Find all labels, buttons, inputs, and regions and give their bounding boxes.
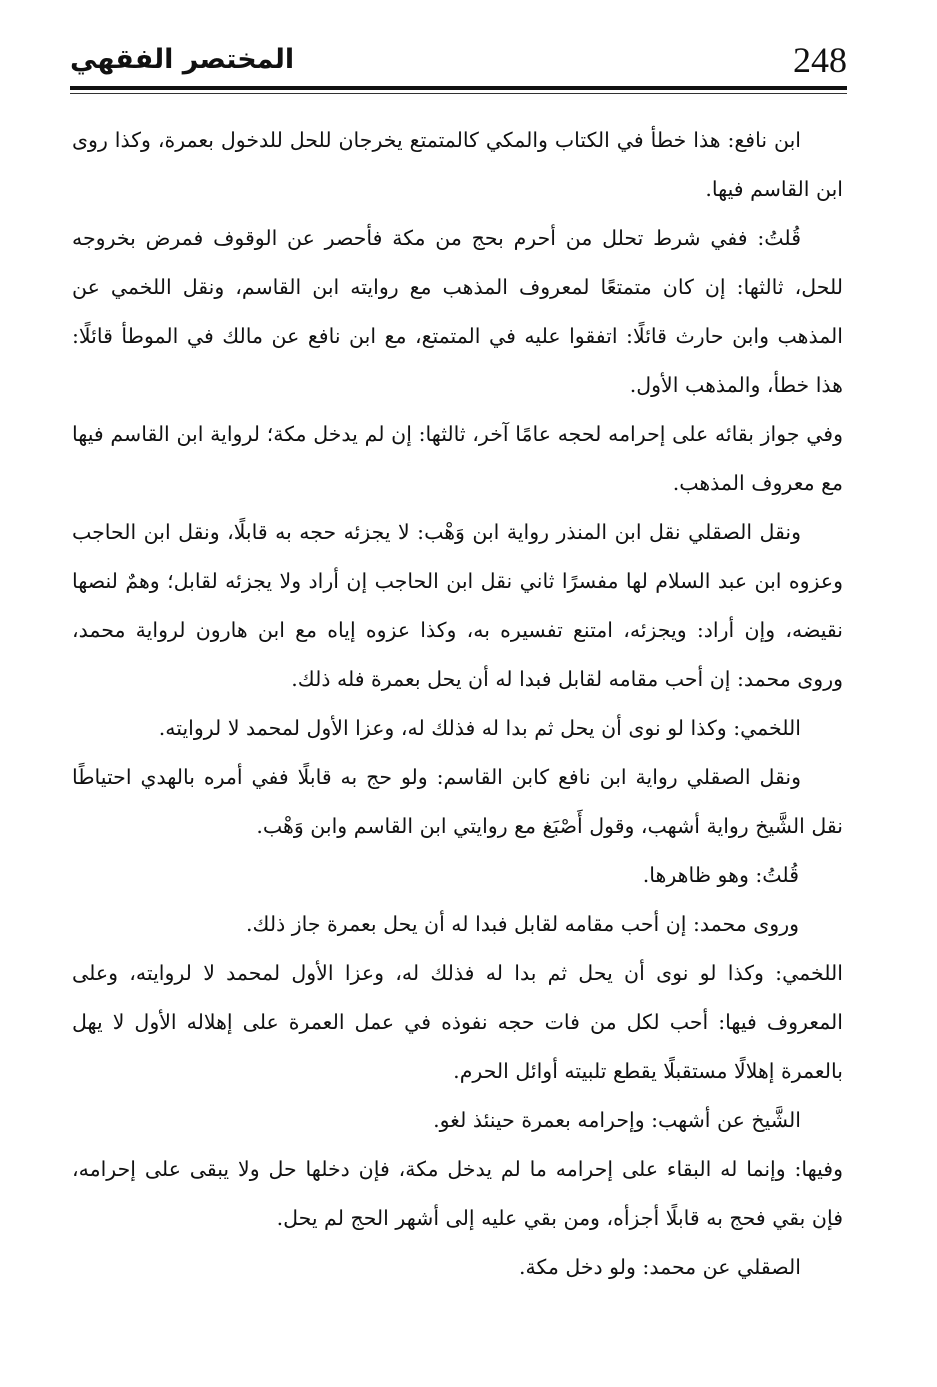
paragraph: الشَّيخ عن أشهب: وإحرامه بعمرة حينئذ لغو. bbox=[433, 1108, 801, 1132]
paragraph: قُلتُ: وهو ظاهرها. bbox=[642, 863, 799, 887]
page-body bbox=[72, 116, 843, 1292]
paragraph: اللخمي: وكذا لو نوى أن يحل ثم بدا له فذلك له، وعزا الأول لمحمد لا لروايته. bbox=[158, 716, 801, 740]
header-rule-thick bbox=[70, 86, 847, 90]
paragraph: ونقل الصقلي نقل ابن المنذر رواية ابن وَهْب: لا يجزئه حجه به قابلًا، ونقل ابن الحاجب وعزوه ابن عبد السلام لها مفسرًا ثاني نقل ابن الحاجب إن أراد ولا يجزئه لقابل؛ وهمٌ لنصها نقيضه، وإن أراد: ويجزئه، امتنع تفسيره به، وكذا عزوه إياه مع ابن هارون لرواية محمد، وروى محمد: إن أحب مقامه لقابل فبدا له أن يحل بعمرة فله ذلك. bbox=[72, 520, 843, 691]
paragraph: وروى محمد: إن أحب مقامه لقابل فبدا له أن يحل بعمرة جاز ذلك. bbox=[246, 912, 799, 936]
header-rule-thin bbox=[70, 93, 847, 94]
book-title: المختصر الفقهي bbox=[70, 44, 295, 75]
paragraph: قُلتُ: ففي شرط تحلل من أحرم بحج من مكة فأحصر عن الوقوف فمرض بخروجه للحل، ثالثها: إن كان متمتعًا لمعروف المذهب مع روايته ابن القاسم، ونقل اللخمي عن المذهب وابن حارث قائلًا: اتفقوا عليه في المتمتع، مع ابن نافع عن مالك في الموطأ قائلًا: هذا خطأ، والمذهب الأول. bbox=[72, 226, 843, 397]
page-header bbox=[70, 38, 847, 88]
page-number: 248 bbox=[793, 40, 847, 80]
paragraph: وفيها: وإنما له البقاء على إحرامه ما لم يدخل مكة، فإن دخلها حل ولا يبقى على إحرامه، فإن بقي فحج به قابلًا أجزأه، ومن بقي عليه إلى أشهر الحج لم يحل. bbox=[72, 1157, 843, 1230]
paragraph: اللخمي: وكذا لو نوى أن يحل ثم بدا له فذلك له، وعزا الأول لمحمد لا لروايته، وعلى المعروف فيها: أحب لكل من فات حجه نفوذه في عمل العمرة على إهلاله الأول لا يهل بالعمرة إهلالًا مستقبلًا يقطع تلبيته أوائل الحرم. bbox=[72, 961, 843, 1083]
paragraph: الصقلي عن محمد: ولو دخل مكة. bbox=[519, 1255, 801, 1279]
paragraph: ونقل الصقلي رواية ابن نافع كابن القاسم: ولو حج به قابلًا ففي أمره بالهدي احتياطًا نقل الشَّيخ رواية أشهب، وقول أَصْبَغ مع روايتي ابن القاسم وابن وَهْب. bbox=[72, 765, 843, 838]
paragraph: ابن نافع: هذا خطأ في الكتاب والمكي كالمتمتع يخرجان للحل للدخول بعمرة، وكذا روى ابن القاسم فيها. bbox=[72, 128, 843, 201]
paragraph: وفي جواز بقائه على إحرامه لحجه عامًا آخر، ثالثها: إن لم يدخل مكة؛ لرواية ابن القاسم فيها مع معروف المذهب. bbox=[72, 422, 843, 495]
